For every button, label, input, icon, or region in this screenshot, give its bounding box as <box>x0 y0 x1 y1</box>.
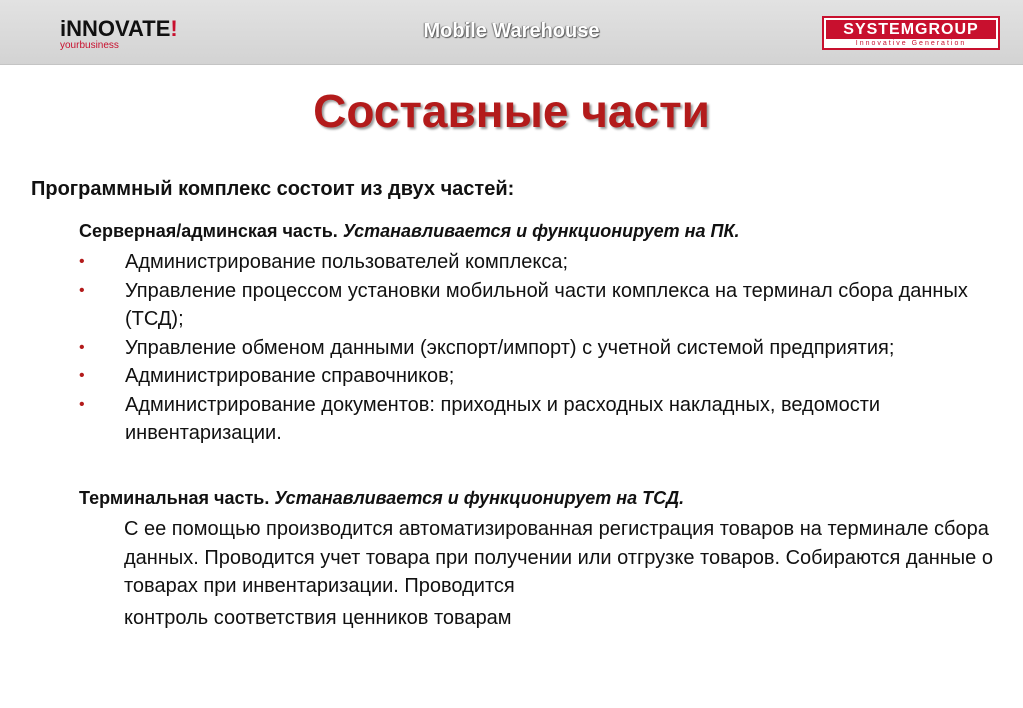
bullet-icon: • <box>79 281 85 299</box>
server-heading-label: Серверная/админская часть. <box>79 221 338 241</box>
list-item-text: Управление процессом установки мобильной части комплекса на терминал сбора данных (ТСД); <box>125 279 968 330</box>
list-item-text: Управление обменом данными (экспорт/импорт) с учетной системой предприятия; <box>125 336 895 359</box>
list-item <box>79 362 999 391</box>
server-bullet-list <box>79 248 999 448</box>
terminal-heading-label: Терминальная часть. <box>79 488 270 508</box>
bullet-icon: • <box>79 395 85 413</box>
header-title: Mobile Warehouse <box>423 20 600 42</box>
innovate-logo-brand: iNNOVATE <box>60 16 171 41</box>
bullet-icon: • <box>79 338 85 356</box>
list-item <box>79 334 999 363</box>
systemgroup-logo <box>822 16 1000 50</box>
terminal-description-last-line: контроль соответствия ценников товарам <box>124 607 512 629</box>
server-section-heading <box>79 221 740 242</box>
list-item <box>79 391 999 448</box>
slide-title: Составные части <box>313 85 710 137</box>
header-bar <box>0 0 1023 65</box>
list-item-text: Администрирование пользователей комплекса; <box>125 251 569 273</box>
terminal-description: С ее помощью производится автоматизированная регистрация товаров на терминале сбора данных. Проводится учет товара при получении или отгрузке товаров. Собираются данные о товарах при инвентаризации. Проводится <box>124 518 993 597</box>
systemgroup-logo-brand: SYSTEMGROUP <box>826 20 996 39</box>
innovate-logo-mark: ! <box>170 16 178 41</box>
bullet-icon: • <box>79 253 85 270</box>
list-item-text: Администрирование документов: приходных и расходных накладных, ведомости инвентаризации. <box>125 393 881 444</box>
bullet-icon: • <box>79 367 85 384</box>
systemgroup-logo-tagline: Innovative Generation <box>855 40 967 47</box>
list-item-text: Администрирование справочников; <box>125 365 455 387</box>
intro-text: Программный комплекс состоит из двух частей: <box>31 178 515 200</box>
server-heading-italic: Устанавливается и функционирует на ПК. <box>342 221 740 241</box>
terminal-heading-italic: Устанавливается и функционирует на ТСД. <box>274 488 685 508</box>
list-item <box>79 248 999 277</box>
terminal-section-heading <box>79 488 684 509</box>
innovate-logo-tagline: yourbusiness <box>60 40 119 51</box>
list-item <box>79 277 999 334</box>
